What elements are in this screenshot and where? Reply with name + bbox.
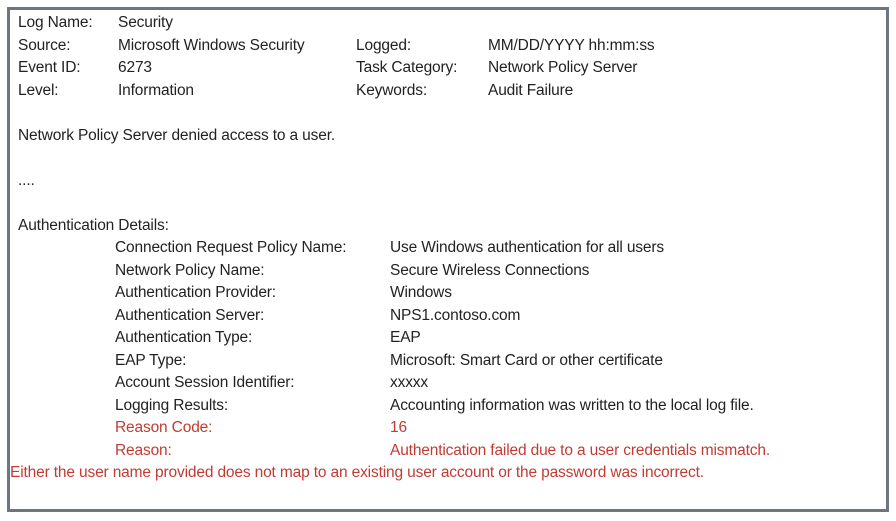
auth-detail-row bbox=[115, 260, 878, 283]
auth-detail-value: Accounting information was written to the local log file. bbox=[390, 396, 754, 414]
event-header-row bbox=[18, 57, 878, 80]
field-value-logged: MM/DD/YYYY hh:mm:ss bbox=[488, 36, 655, 54]
auth-detail-label: EAP Type: bbox=[115, 351, 187, 369]
auth-detail-label: Reason: bbox=[115, 441, 172, 459]
spacer bbox=[18, 147, 878, 170]
event-header bbox=[18, 12, 878, 102]
auth-detail-row-reason-code bbox=[115, 417, 878, 440]
field-label-logged: Logged: bbox=[356, 36, 411, 54]
event-header-row bbox=[18, 80, 878, 103]
field-value-empty bbox=[488, 12, 878, 35]
field-label-task-category: Task Category: bbox=[356, 59, 458, 76]
truncation-ellipsis: .... bbox=[18, 171, 35, 189]
event-header-row bbox=[18, 12, 878, 35]
auth-detail-row bbox=[115, 350, 878, 373]
auth-detail-row bbox=[115, 327, 878, 350]
spacer bbox=[18, 102, 878, 125]
field-label-empty bbox=[356, 12, 488, 35]
auth-detail-value: Authentication failed due to a user credentials mismatch. bbox=[390, 441, 771, 459]
auth-detail-value: Windows bbox=[390, 284, 452, 301]
event-log-panel bbox=[7, 7, 889, 512]
auth-detail-row bbox=[115, 395, 878, 418]
field-value-level: Information bbox=[118, 81, 194, 99]
auth-detail-value: 16 bbox=[390, 419, 407, 436]
auth-detail-value: Secure Wireless Connections bbox=[390, 261, 590, 279]
field-label-event-id: Event ID: bbox=[18, 59, 81, 76]
auth-detail-label: Reason Code: bbox=[115, 419, 213, 436]
auth-detail-row bbox=[115, 237, 878, 260]
field-label-keywords: Keywords: bbox=[356, 81, 428, 99]
auth-detail-value: EAP bbox=[390, 329, 421, 346]
auth-detail-label: Authentication Server: bbox=[115, 306, 265, 324]
auth-detail-row-reason bbox=[115, 440, 878, 463]
auth-detail-label: Network Policy Name: bbox=[115, 261, 265, 279]
auth-detail-value: xxxxx bbox=[390, 374, 429, 391]
auth-detail-label: Authentication Type: bbox=[115, 329, 253, 346]
auth-detail-value: NPS1.contoso.com bbox=[390, 306, 521, 324]
auth-detail-value: Use Windows authentication for all users bbox=[390, 239, 664, 256]
field-value-keywords: Audit Failure bbox=[488, 81, 574, 99]
authentication-details-list bbox=[18, 237, 878, 462]
auth-detail-row bbox=[115, 305, 878, 328]
field-value-event-id: 6273 bbox=[118, 59, 152, 76]
field-value-task-category: Network Policy Server bbox=[488, 59, 638, 76]
auth-detail-value: Microsoft: Smart Card or other certificate bbox=[390, 351, 663, 369]
field-value-log-name: Security bbox=[118, 14, 173, 31]
field-label-source: Source: bbox=[18, 36, 71, 54]
auth-detail-label: Connection Request Policy Name: bbox=[115, 239, 347, 256]
auth-detail-label: Authentication Provider: bbox=[115, 284, 276, 301]
field-label-level: Level: bbox=[18, 81, 59, 99]
auth-detail-row bbox=[115, 282, 878, 305]
field-value-source: Microsoft Windows Security bbox=[118, 36, 305, 54]
auth-detail-row bbox=[115, 372, 878, 395]
spacer bbox=[18, 192, 878, 215]
reason-detail-text: Either the user name provided does not map to an existing user account or the password was incorrect. bbox=[10, 464, 704, 481]
auth-detail-label: Account Session Identifier: bbox=[115, 374, 295, 391]
field-label-log-name: Log Name: bbox=[18, 14, 93, 31]
authentication-details-heading: Authentication Details: bbox=[18, 216, 169, 234]
auth-detail-label: Logging Results: bbox=[115, 396, 229, 414]
event-description: Network Policy Server denied access to a user. bbox=[18, 126, 336, 144]
event-header-row bbox=[18, 35, 878, 58]
